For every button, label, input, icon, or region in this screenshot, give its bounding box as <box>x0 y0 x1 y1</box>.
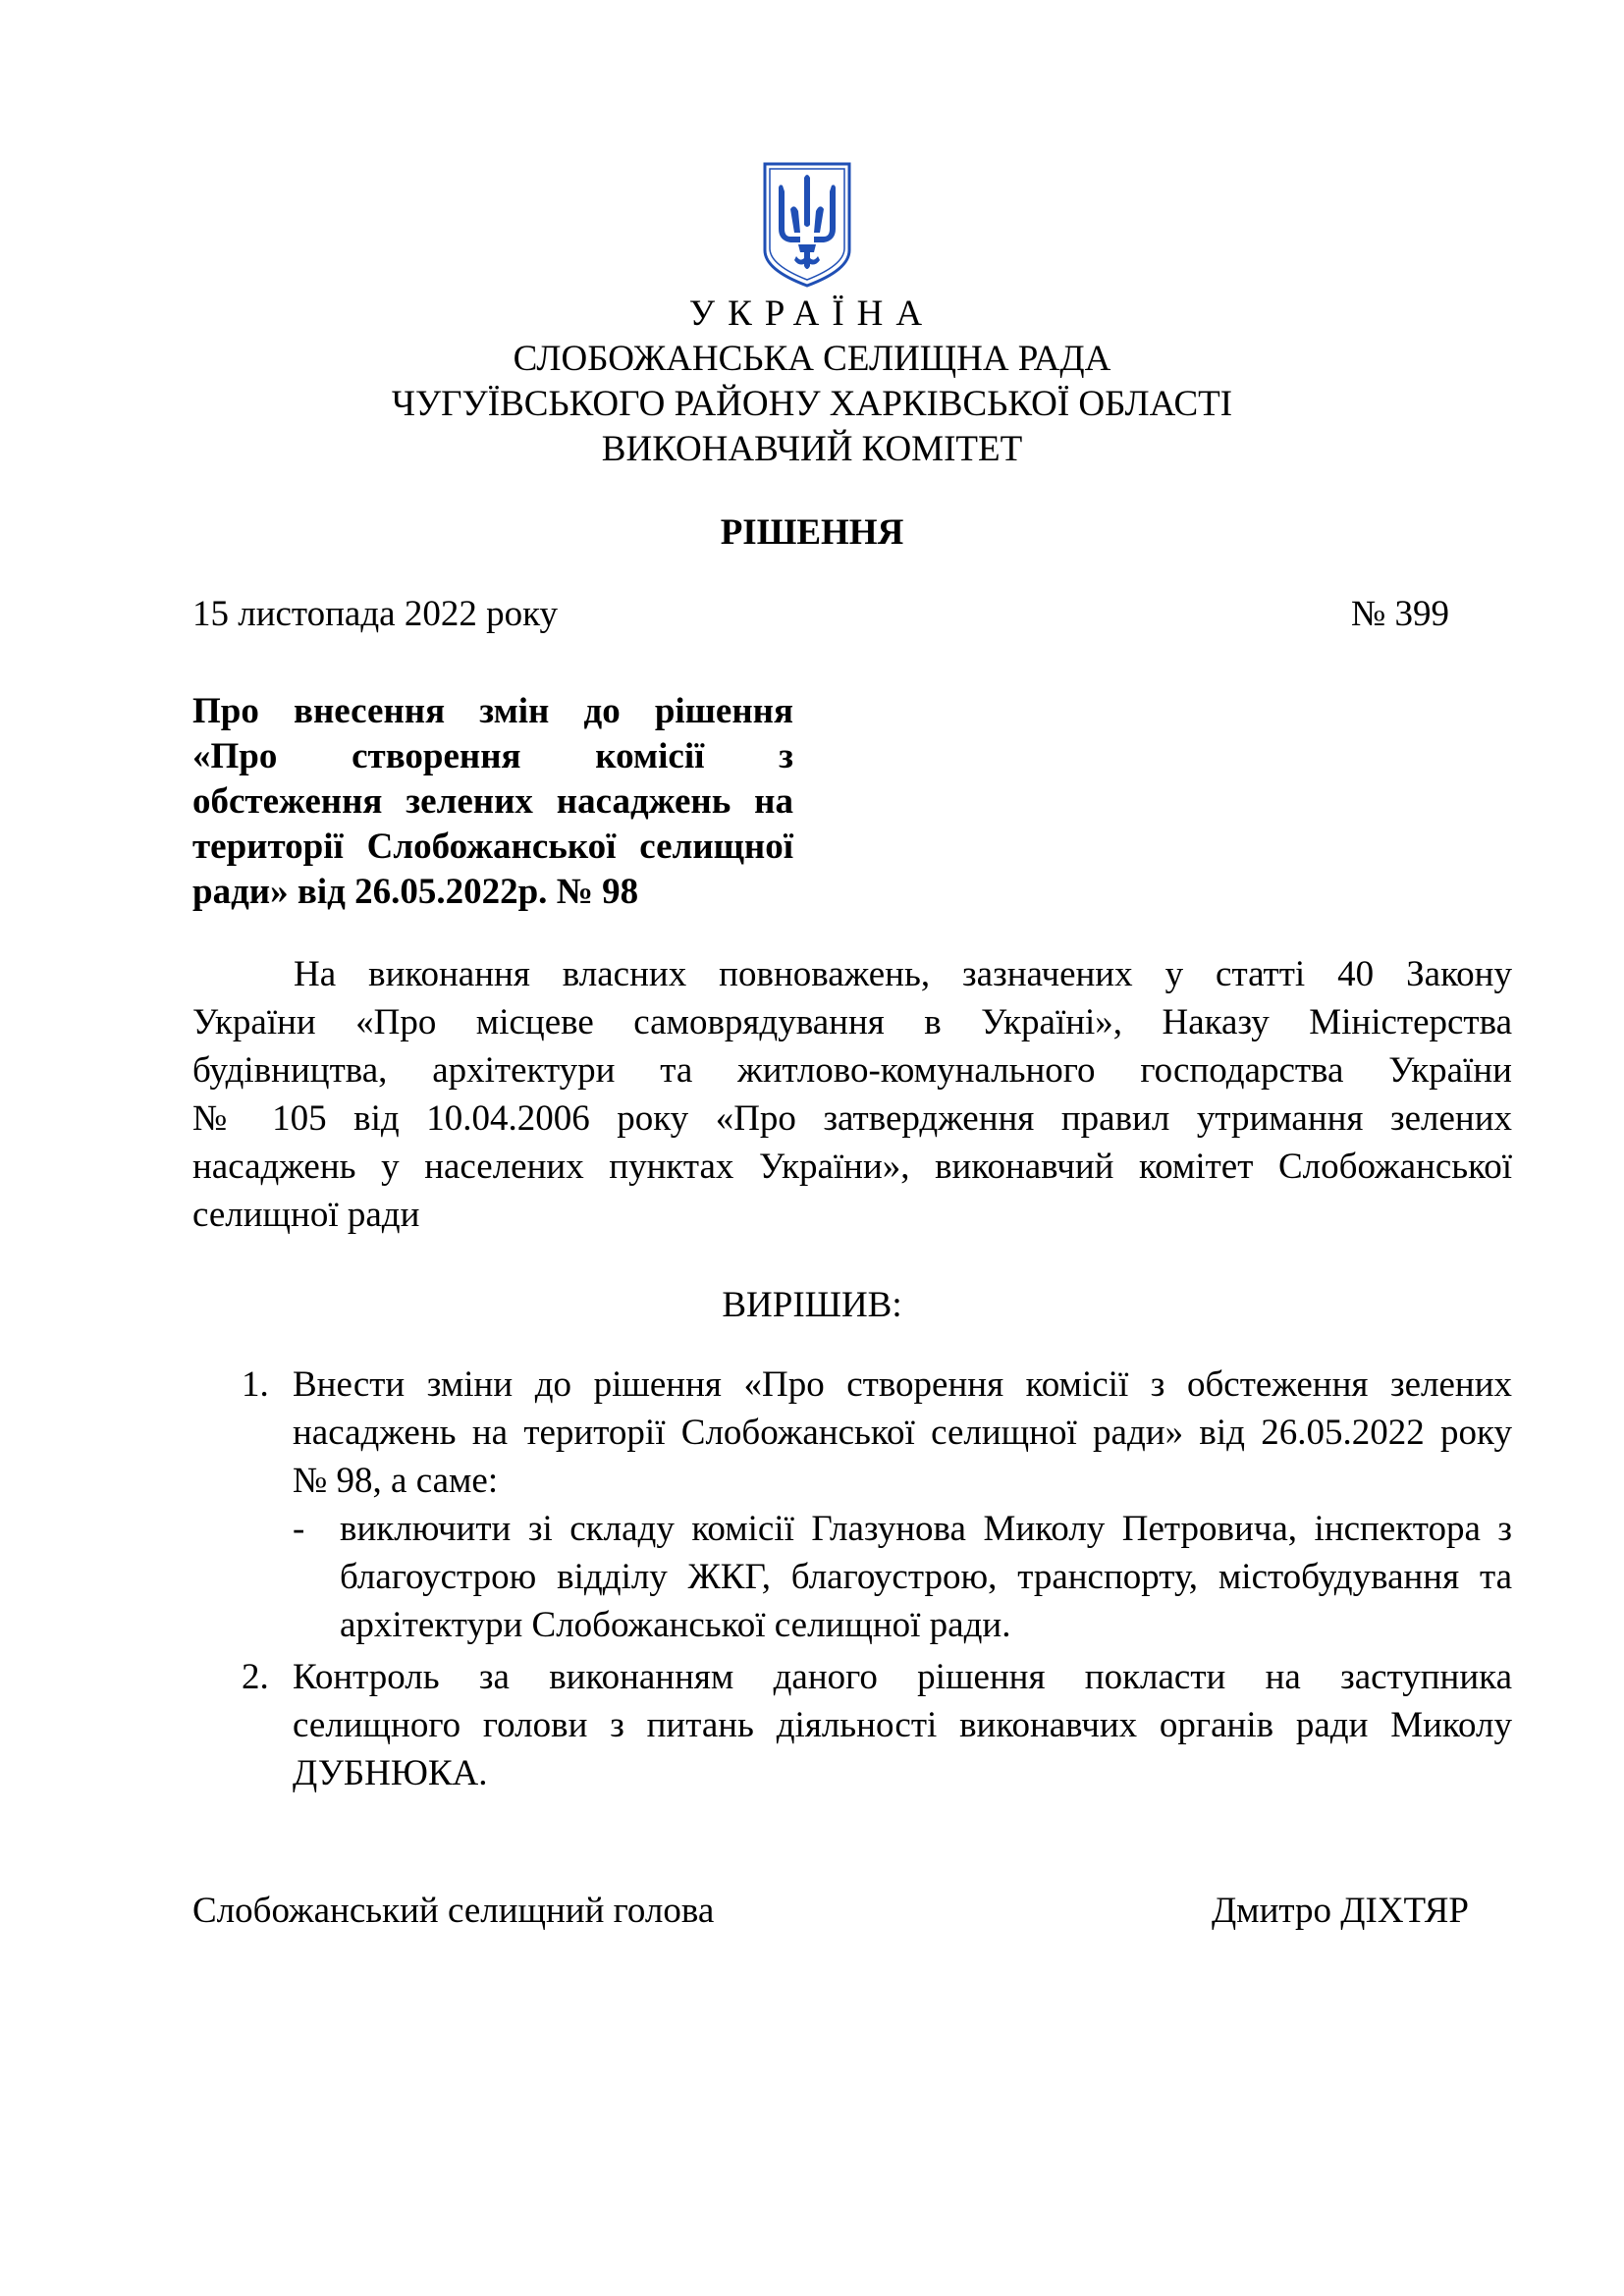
subject-line: території Слобожанської селищної <box>192 827 793 867</box>
resolution-item-2 <box>192 1653 1512 1797</box>
signatory-name: Дмитро ДІХТЯР <box>1211 1891 1469 1931</box>
trident-coat-of-arms-icon <box>761 160 853 290</box>
subitem-line: архітектури Слобожанської селищної ради. <box>340 1605 1011 1645</box>
item-number: 2. <box>242 1657 269 1697</box>
subject-line: ради» від 26.05.2022р. № 98 <box>192 872 639 912</box>
resolved-heading: ВИРІШИВ: <box>722 1285 902 1325</box>
item-number: 1. <box>242 1364 269 1405</box>
decision-title: РІШЕННЯ <box>720 512 904 553</box>
item-line: ДУБНЮКА. <box>293 1753 488 1793</box>
item-line: насаджень на території Слобожанської селищної ради» від 26.05.2022 року <box>293 1413 1512 1453</box>
subitem-dash: - <box>293 1509 305 1549</box>
resolution-item-1 <box>192 1361 1512 1649</box>
preamble-line: України «Про місцеве самоврядування в Україні», Наказу Міністерства <box>192 1002 1512 1042</box>
subitem-line: благоустрою відділу ЖКГ, благоустрою, транспорту, містобудування та <box>340 1557 1512 1597</box>
committee-name: ВИКОНАВЧИЙ КОМІТЕТ <box>601 429 1023 469</box>
preamble-line: № 105 від 10.04.2006 року «Про затвердження правил утримання зелених <box>192 1098 1512 1139</box>
district-name: ЧУГУЇВСЬКОГО РАЙОНУ ХАРКІВСЬКОЇ ОБЛАСТІ <box>391 384 1233 424</box>
signatory-position: Слобожанський селищний голова <box>192 1891 715 1931</box>
item-line: селищного голови з питань діяльності виконавчих органів ради Миколу <box>293 1705 1512 1745</box>
council-name: СЛОБОЖАНСЬКА СЕЛИЩНА РАДА <box>513 339 1111 379</box>
country-name: УКРАЇНА <box>688 294 936 334</box>
item-line: № 98, а саме: <box>293 1461 499 1501</box>
decision-subject <box>192 689 793 915</box>
decision-date: 15 листопада 2022 року <box>192 594 559 634</box>
preamble-line: селищної ради <box>192 1195 420 1235</box>
subject-line: «Про створення комісії з <box>192 736 793 776</box>
resolution-subitem <box>293 1505 1512 1649</box>
preamble-line: На виконання власних повноважень, зазначених у статті 40 Закону <box>294 954 1512 994</box>
preamble-line: насаджень у населених пунктах України», виконавчий комітет Слобожанської <box>192 1147 1512 1187</box>
resolution-items <box>192 1361 1512 1797</box>
item-line: Внести зміни до рішення «Про створення комісії з обстеження зелених <box>293 1364 1512 1405</box>
subitem-line: виключити зі складу комісії Глазунова Миколу Петровича, інспектора з <box>340 1509 1512 1549</box>
subject-line: Про внесення змін до рішення <box>192 691 793 731</box>
document-header <box>0 292 1624 472</box>
item-line: Контроль за виконанням даного рішення покласти на заступника <box>293 1657 1512 1697</box>
decision-number: № 399 <box>1350 594 1449 634</box>
preamble-paragraph <box>192 950 1512 1239</box>
subject-line: обстеження зелених насаджень на <box>192 781 793 822</box>
preamble-line: будівництва, архітектури та житлово-комунального господарства України <box>192 1050 1512 1091</box>
